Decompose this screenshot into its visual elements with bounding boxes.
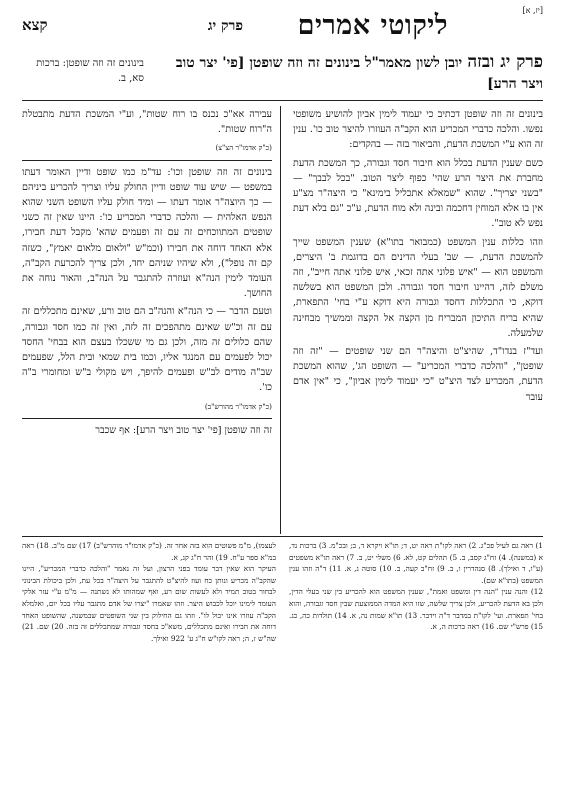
chapter-heading-lead: פרק יג ובזה	[467, 52, 543, 72]
commentary-paragraph: וטעם הדבר — כי הנה"א והנה"ב הם טוב ורע, שאינם מתכללים זה עם זה וכ"ש שאינם מתהפכים זה לזה, ואין זה כמו חסד וגבורה, שהם כלולים זה מזה, ולכן גם מי ששכלו בעצם הוא בבחי' החסד יכול לפעמים עם המנגד אליו, וכמו בית שמאי ובית הלל, שפעמים שב"ה מודים לב"ש ופעמים להיפך, ויש מקולי ב"ש ומחומרי ב"ה כו'.	[22, 306, 272, 394]
main-paragraph: בינונים זה וזה שופטן דכתיב כי יעמוד לימין אביון להושיע משופטי נפשו. והלכה כדברי המכריע הוא הקב"ה העוזרו להיצר טוב כו'. ענין זה הוא ע"י המשכת הדעת, והביאור בזה — בהקדים:	[293, 109, 543, 151]
page-number: קצא	[22, 16, 48, 34]
running-header	[22, 6, 543, 46]
main-text-column	[293, 107, 543, 408]
commentary-continuation: עבירה אא"כ נכנס בו רוח שטות", וע"י המשכת הדעת מתבטלת ה"רוח שטות".	[22, 109, 272, 136]
footnote-block: העיקר הוא שאין דבר עומד בפני הרצון, ועל זה נאמר "והלכה כדברי המכריע", היינו שהקב"ה מכריע ונותן כח ועוז להיצ"ט להתגבר על היצה"ר בכל עת, ולכן ביכולת הבינוני לבחור בטוב תמיד ולא לעשות שום רע, ואף שמהותו לא נשתנה — מ"מ ע"י עזר אלקי העומד לימינו יוכל לכבוש היצר. וזהו שאמרו "יצרו של אדם מתגבר עליו בכל יום, ואלמלא הקב"ה עוזרו אינו יכול לו". וזהו גם החילוק בין שני השופטים שבמשנה, שהשופט האחד דוחה את חבירו ואינם מתכללים, משא"כ בחסד וגבורה שמתכללים זה בזה. 20) שם. 21) שה"ש ז, ה; ראה לקו"ש ח"ג ע' 922 ואילך.	[22, 564, 277, 643]
commentary-divider	[22, 160, 272, 161]
footnotes-divider	[22, 536, 543, 537]
chapter-heading	[163, 52, 543, 94]
commentary-divider	[22, 418, 272, 419]
column-divider	[280, 106, 281, 534]
main-paragraph: ועד"ז בנדו"ד, שהיצ"ט והיצה"ר הם שני שופטים — "זה וזה שופטן", "והלכה כדברי המכריע" — השופט הג', שהוא המשכת הדעת, המכריע לצד היצ"ט "כי יעמוד לימין אביון", כי "אין אדם עובר	[293, 346, 543, 403]
commentary-attribution: (כ"ק אדמו"ר הצ"צ)	[215, 143, 272, 153]
commentary-attribution: (כ"ק אדמו"ר מהורש"ב)	[204, 401, 272, 411]
header-divider	[22, 100, 543, 101]
footnote-block: לעצמו), מ"מ פשוטים הוא בזה אחר זה. (כ"ק אדמו"ר מוהרש"ב) 17) שם מ"ב. 18) ראה במ"א ספר ע"ח. 19) זהר ח"ג קג, א.	[22, 541, 276, 562]
chapter-heading-text: יובן לשון מאמר"ל בינונים זה וזה שופטן [פי' יצר טוב ויצר הרע]	[175, 55, 543, 92]
commentary-paragraph: בינונים זה וזה שופטן וכו': עד"מ כמו שופט ודיין האומר דעתו במשפט — שיש עוד שופט ודיין החולק עליו וצריך להכריע ביניהם — כך היוצה"ר אומר דעתו — ומיד חולק עליו השופט השני שהוא הנפש האלהית — והלכה כדברי המכריע כו': היינו שאין זה כשני שופטים המתווכחים זה עם זה ופעמים שהא' מקבל דעת חבירו, אלא האחד דוחה את חבירו (וכמ"ש "ולאום מלאום יאמץ", כשזה קם זה נופל"), ולא שיהיו שניהם יחד, ולכן צריך להכרעת הקב"ה, העומד לימין הנה"א ועוזרה להתגבר על הנה"ב, והאור נוחה את החושך.	[22, 166, 272, 300]
source-side-note: בינונים זה וזה שופטן: ברכות סא, ב.	[36, 58, 144, 84]
footnotes-right-column	[289, 540, 543, 633]
chapter-reference: פרק יג	[207, 18, 243, 34]
main-paragraph: וזהו כללות ענין המשפט (כמבואר בתו"א) שענין המשפט שייך להמשכת הדעת, — שב' בעלי הדינים הם בדוגמת ב' היצרים, והמשפט הוא — "איש פלוני אתה זכאי, איש פלוני אתה חייב", וזה משלם לזה, דהיינו חיבור חסד וגבורה. ולכן המשפט הוא בשלשה דוקא, כי התכללות דחסד וגבורה היא דוקא ע"י בחי' התפארת, שהיא בריח התיכון המבריח מן הקצה אל הקצה וממשיך מבחינה שלמעלה.	[293, 236, 543, 339]
page-marker: [יז, א]	[522, 6, 543, 15]
book-title: ליקוטי אמרים	[297, 10, 448, 41]
footnote-block: 1) ראה גם לעיל פכ"ג. 2) ראה לקו"ת ראה יט, ד; תו"א ויקרא ד, ב; ובכ"מ. 3) ברכות נד, א (במשנה). 4) זח"ג קסב, ב. 5) תהלים קט, לא. 6) משלי יט, ב. 7) ראה תו"א משפטים (ע"ו, ד ואילך). 8) סנהדרין ו, ב. 9) זח"ב קעה, ב. 10) סוטה ג, א. 11) ד"ה וזהו ענין המשפט (בתו"א שם).	[289, 541, 543, 585]
commentary-column	[22, 107, 272, 441]
footnote-block: 12) והנה ענין "הנה דין ומשפט ואמת", שענין המשפט הוא להכריע בין שני בעלי הדין, ולכן בא הדעת להכריע, ולכן צריך שלשה, שזו היא המדה הממוצעת שבין חסד וגבורה, והוא בחי' תפארת. ועי' לקו"ת במדבר ד"ה וידבר. 13) תו"א שמות נה, א. 14) תולדות כה, כג. 15) פרש"י שם. 16) ראה ברכות ה, א.	[289, 587, 543, 632]
footnotes-left-column	[22, 540, 276, 644]
commentary-paragraph: זה וזה שופטן [פי' יצר טוב ויצר הרע]: אף שכבר	[95, 424, 272, 436]
main-paragraph: כשם שענין הדעת בכלל הוא חיבור חסד וגבורה, כך המשכת הדעת מחברת את היצר הרע שהי' כפוף ליצר הטוב. "בכל לבבך" — "בשני יצריך". שהוא "שמאלא אתכליל בימינא" כי היצה"ר מצ"ע אין בו אלא המוחין דחכמה ובינה ולא מוח הדעת, ע"כ "גם בלא דעת נפש לא טוב".	[293, 157, 543, 230]
